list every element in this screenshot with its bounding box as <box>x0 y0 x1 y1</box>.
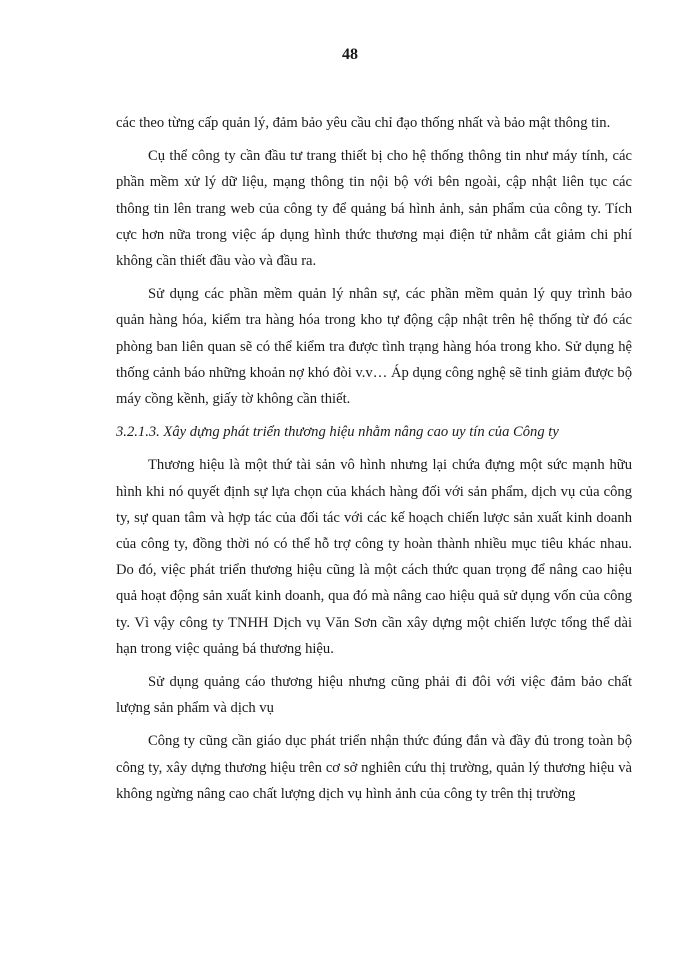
paragraph-continued: các theo từng cấp quản lý, đảm bảo yêu cầu chỉ đạo thống nhất và bảo mật thông tin. <box>116 115 611 131</box>
paragraph-brand-education: Công ty cũng cần giáo dục phát triển nhận thức đúng đắn và đầy đủ trong toàn bộ công ty, xây dựng thương hiệu trên cơ sở nghiên cứu thị trường, quản lý thương hiệu và không ngừng nâng cao chất lượng dịch vụ hình ảnh của công ty trên thị trường <box>116 733 632 802</box>
page-body <box>116 110 632 814</box>
paragraph-brand-advertising: Sử dụng quảng cáo thương hiệu nhưng cũng phải đi đôi với việc đảm bảo chất lượng sản phẩm và dịch vụ <box>116 674 632 717</box>
page-number: 48 <box>342 46 358 63</box>
paragraph-it-investment: Cụ thể công ty cần đầu tư trang thiết bị cho hệ thống thông tin như máy tính, các phần mềm xử lý dữ liệu, mạng thông tin nội bộ với bên ngoài, cập nhật liên tục các thông tin lên trang web của công ty để quảng bá hình ảnh, sản phẩm của công ty. Tích cực hơn nữa trong việc áp dụng hình thức thương mại điện tử nhằm cắt giảm chi phí không cần thiết đầu vào và đầu ra. <box>116 148 632 270</box>
paragraph-brand-value: Thương hiệu là một thứ tài sản vô hình nhưng lại chứa đựng một sức mạnh hữu hình khi nó quyết định sự lựa chọn của khách hàng đối với sản phẩm, dịch vụ của công ty, sự quan tâm và hợp tác của đối tác với các kế hoạch chiến lược sản xuất kinh doanh của công ty, đồng thời nó có thể hỗ trợ công ty hoàn thành nhiều mục tiêu khác nhau. Do đó, việc phát triển thương hiệu cũng là một cách thức quan trọng để nâng cao hiệu quả hoạt động sản xuất kinh doanh, qua đó mà nâng cao hiệu quả sử dụng vốn của công ty. Vì vậy công ty TNHH Dịch vụ Văn Sơn cần xây dựng một chiến lược tổng thể dài hạn trong việc quảng bá thương hiệu. <box>116 457 632 657</box>
section-heading: 3.2.1.3. Xây dựng phát triển thương hiệu nhằm nâng cao uy tín của Công ty <box>116 424 559 441</box>
paragraph-management-software: Sử dụng các phần mềm quản lý nhân sự, các phần mềm quản lý quy trình bảo quản hàng hóa, kiểm tra hàng hóa trong kho tự động cập nhật trên hệ thống từ đó các phòng ban liên quan sẽ có thể kiểm tra được tình trạng hàng hóa trong kho. Sử dụng hệ thống cảnh báo những khoản nợ khó đòi v.v… Áp dụng công nghệ sẽ tinh giảm được bộ máy cồng kềnh, giấy tờ không cần thiết. <box>116 286 632 408</box>
